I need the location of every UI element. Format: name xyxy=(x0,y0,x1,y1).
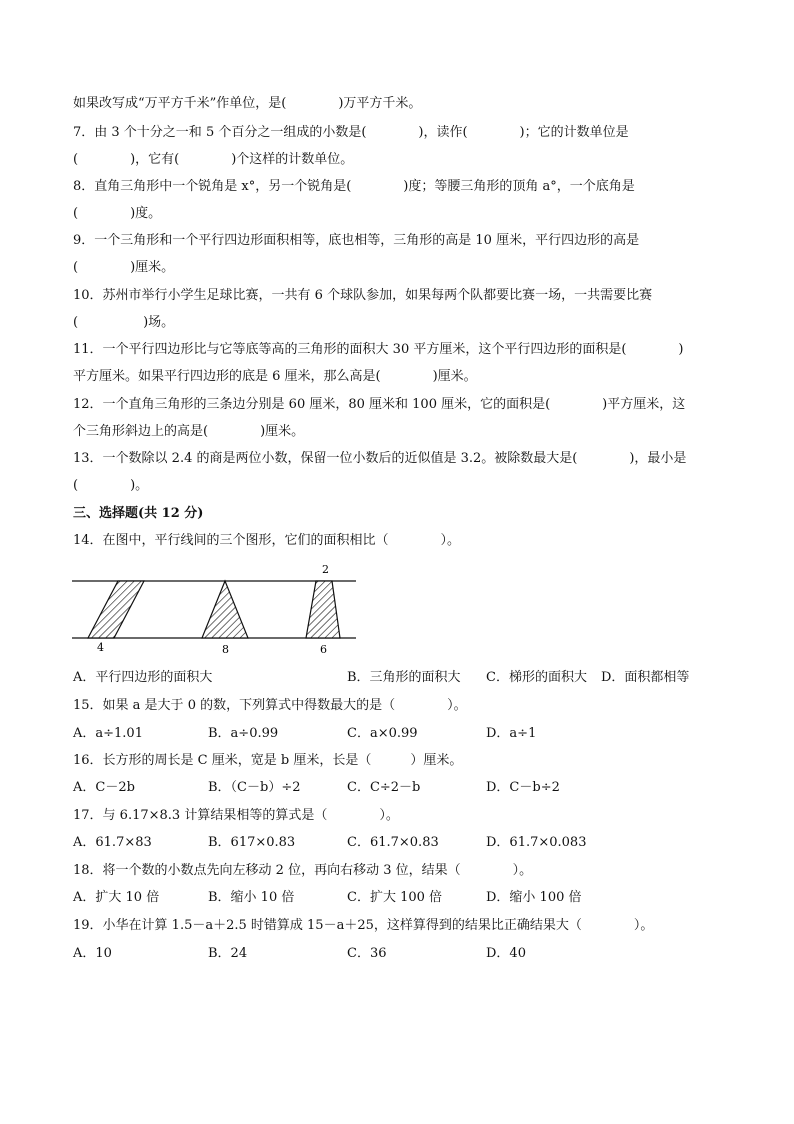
q19-option-a[interactable]: A．10 xyxy=(73,946,112,961)
question-17-stem: 17．与 6.17×8.3 计算结果相等的算式是（ ）。 xyxy=(73,808,399,823)
q14-option-a[interactable]: A．平行四边形的面积大 xyxy=(73,670,213,685)
question-18-stem: 18．将一个数的小数点先向左移动 2 位，再向右移动 3 位，结果（ ）。 xyxy=(73,863,533,878)
q16-option-a[interactable]: A．C－2b xyxy=(73,780,135,795)
q18-option-a[interactable]: A．扩大 10 倍 xyxy=(73,890,160,905)
question-19-stem: 19．小华在计算 1.5－a＋2.5 时错算成 15－a＋25，这样算得到的结果比正确结果大（ ）。 xyxy=(73,918,654,933)
q16-option-d[interactable]: D．C－b÷2 xyxy=(486,780,560,795)
question-12-line-2: 个三角形斜边上的高是( )厘米。 xyxy=(73,424,305,439)
question-11-line-2: 平方厘米。如果平行四边形的底是 6 厘米，那么高是( )厘米。 xyxy=(73,369,477,384)
question-11-line-1: 11．一个平行四边形比与它等底等高的三角形的面积大 30 平方厘米，这个平行四边形的面积是( ) xyxy=(73,342,684,357)
question-15-stem: 15．如果 a 是大于 0 的数，下列算式中得数最大的是（ ）。 xyxy=(73,698,467,713)
q17-option-b[interactable]: B．617×0.83 xyxy=(208,835,296,850)
parallel-lines-figure xyxy=(70,560,360,660)
triangle-base-label: 8 xyxy=(222,643,229,656)
q15-option-d[interactable]: D．a÷1 xyxy=(486,726,537,741)
q15-option-a[interactable]: A．a÷1.01 xyxy=(73,726,143,741)
question-7-line-2: ( )，它有( )个这样的计数单位。 xyxy=(73,152,354,167)
figure-svg xyxy=(70,560,360,660)
question-9-line-1: 9．一个三角形和一个平行四边形面积相等，底也相等，三角形的高是 10 厘米，平行四边形的高是 xyxy=(73,233,640,248)
question-9-line-2: ( )厘米。 xyxy=(73,260,175,275)
q18-option-d[interactable]: D．缩小 100 倍 xyxy=(486,890,582,905)
q14-option-c[interactable]: C．梯形的面积大 xyxy=(486,670,587,685)
question-13-line-2: ( )。 xyxy=(73,478,149,493)
q19-option-c[interactable]: C．36 xyxy=(347,946,387,961)
q14-option-b[interactable]: B．三角形的面积大 xyxy=(347,670,461,685)
question-10-line-1: 10．苏州市举行小学生足球比赛，一共有 6 个球队参加，如果每两个队都要比赛一场，一共需要比赛 xyxy=(73,288,653,303)
question-7-line-1: 7．由 3 个十分之一和 5 个百分之一组成的小数是( )，读作( )；它的计数单位是 xyxy=(73,125,629,140)
q16-option-b[interactable]: B．（C－b）÷2 xyxy=(208,780,301,795)
question-8-line-1: 8．直角三角形中一个锐角是 x°，另一个锐角是( )度；等腰三角形的顶角 a°，一个底角是 xyxy=(73,179,635,194)
question-12-line-1: 12．一个直角三角形的三条边分别是 60 厘米，80 厘米和 100 厘米，它的面积是( )平方厘米，这 xyxy=(73,397,686,412)
question-6-continuation: 如果改写成“万平方千米”作单位，是( )万平方千米。 xyxy=(73,96,422,111)
q17-option-a[interactable]: A．61.7×83 xyxy=(73,835,152,850)
q17-option-d[interactable]: D．61.7×0.083 xyxy=(486,835,587,850)
parallelogram-shape xyxy=(88,581,144,638)
question-10-line-2: ( )场。 xyxy=(73,315,175,330)
q18-option-b[interactable]: B．缩小 10 倍 xyxy=(208,890,295,905)
trapezoid-shape xyxy=(306,581,340,638)
trapezoid-top-label: 2 xyxy=(322,563,329,576)
triangle-shape xyxy=(202,581,248,638)
q17-option-c[interactable]: C．61.7×0.83 xyxy=(347,835,439,850)
parallelogram-base-label: 4 xyxy=(97,641,104,654)
q14-option-d[interactable]: D．面积都相等 xyxy=(601,670,690,685)
q15-option-b[interactable]: B．a÷0.99 xyxy=(208,726,279,741)
question-14-stem: 14．在图中，平行线间的三个图形，它们的面积相比（ ）。 xyxy=(73,533,461,548)
q18-option-c[interactable]: C．扩大 100 倍 xyxy=(347,890,443,905)
question-16-stem: 16．长方形的周长是 C 厘米，宽是 b 厘米，长是（ ）厘米。 xyxy=(73,753,463,768)
question-8-line-2: ( )度。 xyxy=(73,206,162,221)
q15-option-c[interactable]: C．a×0.99 xyxy=(347,726,418,741)
trapezoid-base-label: 6 xyxy=(320,643,327,656)
question-13-line-1: 13．一个数除以 2.4 的商是两位小数，保留一位小数后的近似值是 3.2。被除数最大是( )，最小是 xyxy=(73,451,687,466)
section-3-heading: 三、选择题(共 12 分) xyxy=(73,506,204,521)
q19-option-b[interactable]: B．24 xyxy=(208,946,248,961)
q19-option-d[interactable]: D．40 xyxy=(486,946,526,961)
q16-option-c[interactable]: C．C÷2－b xyxy=(347,780,421,795)
